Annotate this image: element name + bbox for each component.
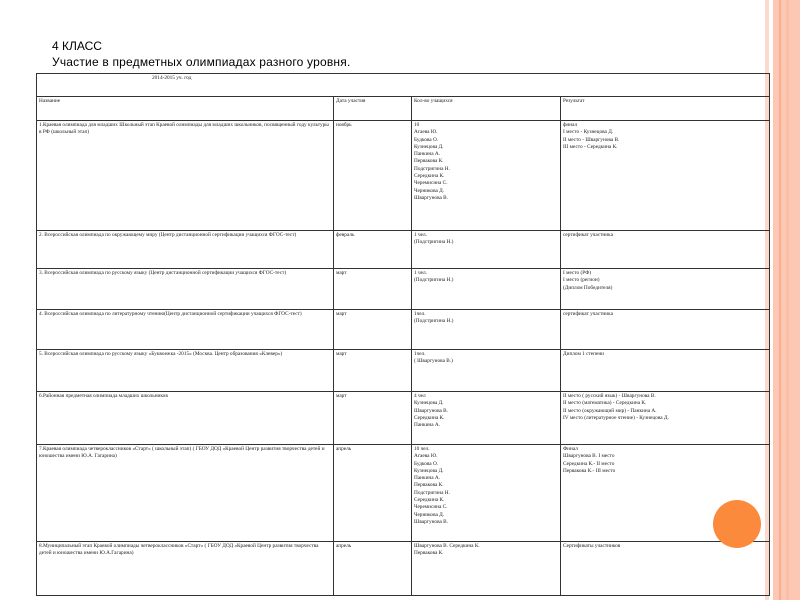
result-line: I место - Кузнецова Д. xyxy=(563,129,614,136)
participant-line: Шваргунова В. xyxy=(414,518,449,525)
decor-circle xyxy=(713,500,761,548)
year-row xyxy=(37,74,770,97)
result-cell xyxy=(561,269,770,310)
table-row xyxy=(37,310,770,350)
participant-line: Кузнецова Д. xyxy=(414,400,444,407)
participant-line: Шваргунова В. Середкина К. xyxy=(414,543,480,549)
result-line: II место ( русский язык) - Шваргунова В. xyxy=(563,393,656,399)
participant-line: Середкина К. xyxy=(414,497,445,504)
participant-line: (Подстригина Н.) xyxy=(414,239,454,246)
header-count: Кол-во учащихся xyxy=(412,97,561,121)
participant-line: Черемисина С. xyxy=(414,180,448,187)
participation-date: февраль xyxy=(334,231,412,269)
participant-line: ( Шваргунова В.) xyxy=(414,358,453,365)
slide-subtitle: Участие в предметных олимпиадах разного уровня. xyxy=(52,55,351,69)
participant-line: Панкина А. xyxy=(414,422,441,429)
participant-line: Кузнецова Д. xyxy=(414,467,444,474)
participants-cell xyxy=(412,269,561,310)
participant-line: Середкина К. xyxy=(414,173,445,180)
result-line: IV место (литературное чтение) - Кузнецова Д. xyxy=(563,414,669,421)
participant-line: Подстригина Н. xyxy=(414,489,450,496)
slide-title: 4 КЛАСС xyxy=(52,39,102,53)
participation-date: апрель xyxy=(334,542,412,596)
participant-line: 1чел. xyxy=(414,351,426,357)
participant-line: Подстригина Н. xyxy=(414,165,450,172)
participants-cell xyxy=(412,350,561,392)
result-line: (Диплом Победителя) xyxy=(563,284,613,291)
participant-line: Первакова К. xyxy=(414,482,444,489)
header-date: Дата участия xyxy=(334,97,412,121)
participation-date: март xyxy=(334,269,412,310)
participant-line: 10 чел. xyxy=(414,446,430,452)
participants-cell xyxy=(412,392,561,445)
result-cell xyxy=(561,231,770,269)
table-row xyxy=(37,350,770,392)
result-line: Середкина К.- II место xyxy=(563,460,615,467)
olympiad-name: 3. Всероссийская олимпиада по русскому языку (Центр дистанционной сертификации учащихся ФГОС-тест) xyxy=(37,269,334,310)
participation-date: ноябрь xyxy=(334,121,412,231)
result-cell xyxy=(561,121,770,231)
result-line: сертификат участника xyxy=(563,311,613,317)
result-line: I место (РФ) xyxy=(563,270,592,276)
participation-date: март xyxy=(334,310,412,350)
result-line: Шваргунова В. I место xyxy=(563,453,615,460)
participation-date: апрель xyxy=(334,445,412,542)
table-row xyxy=(37,542,770,596)
participant-line: 1чел. xyxy=(414,311,426,317)
olympiad-name: 7.Краевая олимпиада четвероклассников «Старт» ( школьный этап) ( ГБОУ ДОД «Краевой Центр развития творчества детей и юношества имени Ю.А. Гагарина) xyxy=(37,445,334,542)
olympiad-name: 2. Всероссийская олимпиада по окружающему миру (Центр дистанционной сертификации учащихся ФГОС-тест) xyxy=(37,231,334,269)
participants-cell xyxy=(412,121,561,231)
participants-cell xyxy=(412,445,561,542)
olympiad-name: 6.Районная предметная олимпиада младших школьников xyxy=(37,392,334,445)
participant-line: Будкова О. xyxy=(414,460,439,467)
result-line: сертификат участника xyxy=(563,232,613,238)
participant-line: 4 чел xyxy=(414,393,426,399)
result-line: финал xyxy=(563,122,578,128)
participant-line: Черемисина С. xyxy=(414,504,448,511)
result-line: Диплом 1 степени xyxy=(563,351,604,357)
result-cell xyxy=(561,392,770,445)
result-cell xyxy=(561,542,770,596)
result-line: Финал xyxy=(563,446,578,452)
result-line: Сертификаты участников xyxy=(563,543,621,549)
participant-line: Кузнецова Д. xyxy=(414,143,444,150)
participant-line: Шваргунова В. xyxy=(414,407,449,414)
participants-cell xyxy=(412,542,561,596)
result-cell xyxy=(561,310,770,350)
result-cell xyxy=(561,350,770,392)
table-row xyxy=(37,231,770,269)
participant-line: Агаева Ю. xyxy=(414,453,438,460)
participant-line: Агаева Ю. xyxy=(414,129,438,136)
olympiad-table xyxy=(36,73,770,596)
result-line: III место - Середкина К. xyxy=(563,143,618,150)
participant-line: Черникова Д. xyxy=(414,511,445,518)
header-result: Результат xyxy=(561,97,770,121)
olympiad-name: 4. Всероссийская олимпиада по литературному чтению(Центр дистанционной сертификации учащихся ФГОС-тест) xyxy=(37,310,334,350)
participants-cell xyxy=(412,310,561,350)
participation-date: март xyxy=(334,392,412,445)
olympiad-name: 8.Муниципальный этап Краевой олимпиады четвероклассников «Старт» ( ГБОУ ДОД «Краевой Центр развития творчества детей и юношества имени Ю.А.Гагарина) xyxy=(37,542,334,596)
result-line: II место (окружающий мир) - Панкина А. xyxy=(563,407,657,414)
decor-stripe xyxy=(786,0,789,600)
header-row xyxy=(37,97,770,121)
olympiad-name: 1.Краевая олимпиада для младших Школьный этап Краевой олимпиады для младших школьников, посвященный году культуры в РФ (школьный этап) xyxy=(37,121,334,231)
participation-date: март xyxy=(334,350,412,392)
participant-line: (Подстригина Н.) xyxy=(414,318,454,325)
participants-cell xyxy=(412,231,561,269)
table-row xyxy=(37,121,770,231)
table-row xyxy=(37,269,770,310)
participant-line: 1 чел. xyxy=(414,270,427,276)
participant-line: Шваргунова В. xyxy=(414,194,449,201)
participant-line: Первакова К. xyxy=(414,158,444,165)
result-line: II место (математика) - Середкина К. xyxy=(563,400,647,407)
header-name: Название xyxy=(37,97,334,121)
result-line: I место (регион) xyxy=(563,277,600,284)
participant-line: (Подстригина Н.) xyxy=(414,277,454,284)
participant-line: Панкина А. xyxy=(414,151,441,158)
participant-line: Середкина К. xyxy=(414,414,445,421)
result-line: II место - Шваргунова В. xyxy=(563,136,620,143)
participant-line: 10 xyxy=(414,122,420,128)
participant-line: Первакова К. xyxy=(414,550,444,557)
participant-line: Панкина А. xyxy=(414,475,441,482)
participant-line: Черникова Д. xyxy=(414,187,445,194)
table-row xyxy=(37,392,770,445)
participant-line: 1 чел. xyxy=(414,232,427,238)
olympiad-name: 5. Всероссийская олимпиада по русскому языку «Буквоежка -2015» (Москва. Центр образования «Клевер») xyxy=(37,350,334,392)
year-cell: 2014-2015 уч. год xyxy=(37,74,770,97)
decor-stripe xyxy=(779,0,781,600)
participant-line: Будкова О. xyxy=(414,136,439,143)
table-row xyxy=(37,445,770,542)
result-line: Первакова К.- III место xyxy=(563,467,616,474)
